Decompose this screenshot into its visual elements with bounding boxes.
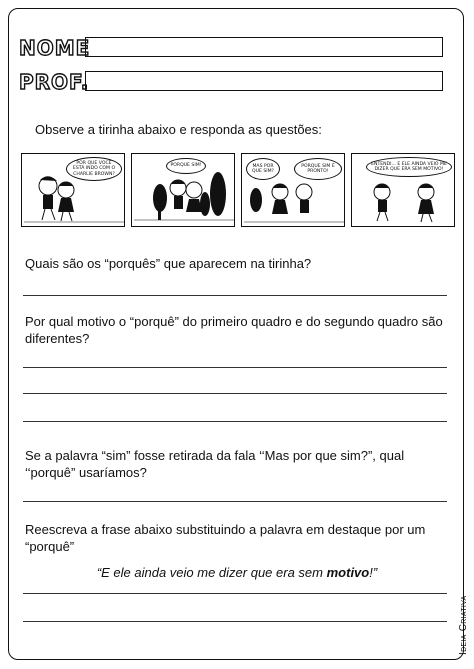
speech-bubble: POR QUE VOCÊ ESTÁ INDO COM O CHARLIE BROWN? — [66, 157, 122, 181]
question-4: Reescreva a frase abaixo substituindo a palavra em destaque por um “porquê” — [25, 522, 426, 554]
comic-panel-4 — [351, 153, 455, 227]
comic-drawing — [242, 154, 345, 227]
speech-bubble: ENTENDI... E ELE AINDA VEIO ME DIZER QUE ERA SEM MOTIVO! — [366, 157, 452, 177]
answer-line[interactable] — [23, 367, 447, 368]
comic-strip — [21, 153, 457, 229]
credit-text: Ideia Criativa — [458, 595, 469, 655]
question-2: Por qual motivo o “porquê” do primeiro quadro e do segundo quadro são diferentes? — [25, 314, 443, 346]
highlight-sentence — [9, 565, 465, 580]
name-field[interactable] — [85, 37, 443, 57]
answer-line[interactable] — [23, 295, 447, 296]
speech-bubble: MAS POR QUE SIM? — [246, 158, 280, 180]
answer-line[interactable] — [23, 621, 447, 622]
name-label: NOME — [19, 36, 91, 60]
question-1: Quais são os “porquês” que aparecem na tirinha? — [25, 256, 312, 271]
teacher-field[interactable] — [85, 71, 443, 91]
answer-line[interactable] — [23, 421, 447, 422]
quote-before: “E ele ainda veio me dizer que era sem — [96, 565, 327, 580]
quote-after: !” — [369, 565, 378, 580]
question-3: Se a palavra “sim” fosse retirada da fala ‘‘Mas por que sim?”, qual ‘‘porquê” usaríamos? — [25, 448, 405, 480]
quote-highlight-word: motivo — [326, 565, 370, 580]
comic-panel-1 — [21, 153, 125, 227]
instruction-text: Observe a tirinha abaixo e responda as questões: — [35, 122, 322, 137]
comic-drawing — [352, 154, 455, 227]
comic-drawing — [132, 154, 235, 227]
speech-bubble: PORQUE SIM É PRONTO! — [294, 158, 342, 180]
credit-wrapper — [447, 557, 469, 655]
answer-line[interactable] — [23, 393, 447, 394]
comic-panel-2 — [131, 153, 235, 227]
worksheet-page — [8, 8, 469, 660]
speech-bubble: PORQUE SIM! — [166, 158, 206, 174]
teacher-label: PROF. — [19, 70, 90, 94]
comic-panel-3 — [241, 153, 345, 227]
comic-drawing — [22, 154, 125, 227]
answer-line[interactable] — [23, 501, 447, 502]
answer-line[interactable] — [23, 593, 447, 594]
